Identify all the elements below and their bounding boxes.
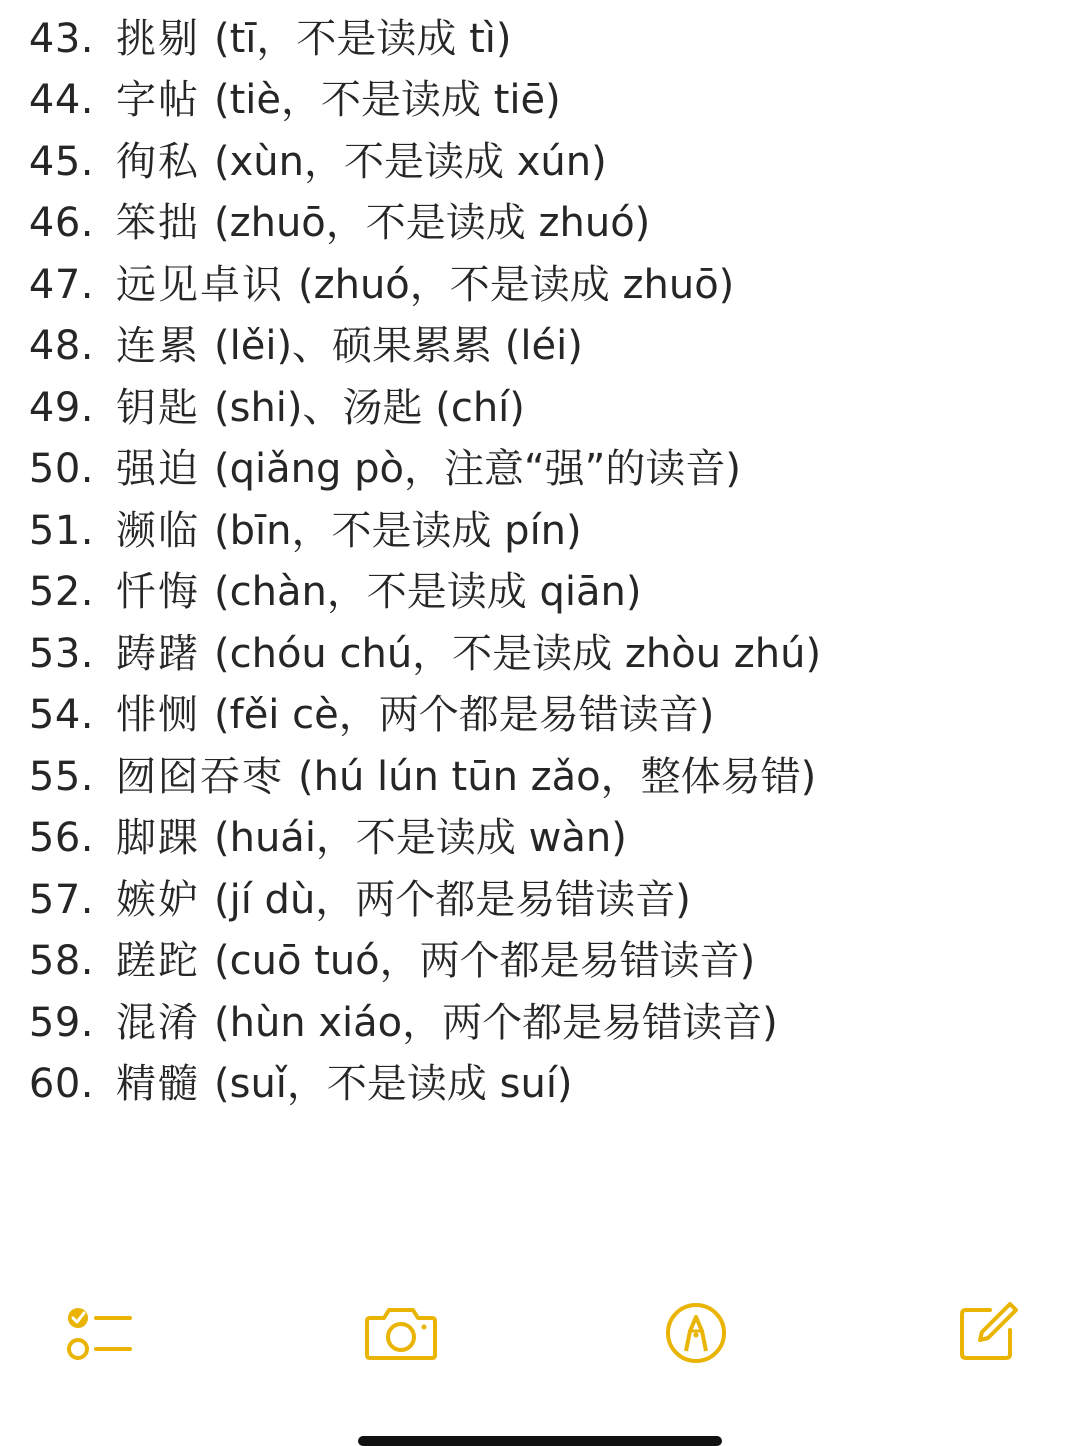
markup-pen-icon (664, 1301, 728, 1365)
item-word: 笨拙 (116, 200, 200, 246)
item-pronunciation-note: (bīn，不是读成 pín) (214, 508, 582, 554)
item-pronunciation-note: (shi)、汤匙 (chí) (214, 385, 525, 431)
bottom-toolbar (0, 1270, 1080, 1390)
item-word: 濒临 (116, 508, 200, 554)
item-word: 混淆 (116, 1000, 200, 1046)
item-pronunciation-note: (huái，不是读成 wàn) (214, 815, 627, 861)
note-line (0, 315, 1060, 377)
note-line (0, 377, 1060, 439)
item-word: 脚踝 (116, 815, 200, 861)
item-word: 悱恻 (116, 692, 200, 738)
item-pronunciation-note: (zhuō，不是读成 zhuó) (214, 200, 651, 246)
item-word: 钥匙 (116, 385, 200, 431)
camera-icon (364, 1303, 438, 1363)
note-line (0, 131, 1060, 193)
note-line (0, 807, 1060, 869)
item-number: 47. (28, 262, 94, 308)
item-number: 48. (28, 323, 94, 369)
item-pronunciation-note: (tiè，不是读成 tiē) (214, 77, 561, 123)
item-word: 挑剔 (116, 16, 200, 62)
note-line (0, 930, 1060, 992)
item-pronunciation-note: (chàn，不是读成 qiān) (214, 569, 642, 615)
item-pronunciation-note: (chóu chú，不是读成 zhòu zhú) (214, 631, 822, 677)
item-number: 49. (28, 385, 94, 431)
note-line (0, 254, 1060, 316)
item-pronunciation-note: (hùn xiáo，两个都是易错读音) (214, 1000, 778, 1046)
item-pronunciation-note: (qiǎng pò，注意“强”的读音) (214, 446, 741, 492)
note-line (0, 869, 1060, 931)
camera-button[interactable] (356, 1288, 446, 1378)
note-line (0, 438, 1060, 500)
item-pronunciation-note: (fěi cè，两个都是易错读音) (214, 692, 715, 738)
item-number: 60. (28, 1061, 94, 1107)
note-line (0, 192, 1060, 254)
item-number: 53. (28, 631, 94, 677)
item-word: 强迫 (116, 446, 200, 492)
item-number: 50. (28, 446, 94, 492)
note-line (0, 992, 1060, 1054)
item-word: 囫囵吞枣 (116, 754, 284, 800)
item-pronunciation-note: (jí dù，两个都是易错读音) (214, 877, 691, 923)
note-line (0, 1053, 1060, 1115)
item-number: 55. (28, 754, 94, 800)
note-line (0, 8, 1060, 70)
item-word: 连累 (116, 323, 200, 369)
note-line (0, 746, 1060, 808)
checklist-icon (66, 1302, 136, 1364)
home-indicator[interactable] (358, 1436, 722, 1446)
note-line (0, 561, 1060, 623)
item-word: 远见卓识 (116, 262, 284, 308)
item-number: 44. (28, 77, 94, 123)
item-number: 57. (28, 877, 94, 923)
item-number: 43. (28, 16, 94, 62)
item-number: 54. (28, 692, 94, 738)
item-word: 嫉妒 (116, 877, 200, 923)
item-word: 精髓 (116, 1061, 200, 1107)
compose-button[interactable] (942, 1288, 1032, 1378)
item-pronunciation-note: (xùn，不是读成 xún) (214, 139, 607, 185)
item-number: 52. (28, 569, 94, 615)
item-word: 字帖 (116, 77, 200, 123)
item-pronunciation-note: (suǐ，不是读成 suí) (214, 1061, 573, 1107)
item-word: 徇私 (116, 139, 200, 185)
note-line (0, 684, 1060, 746)
item-number: 46. (28, 200, 94, 246)
note-line (0, 69, 1060, 131)
item-number: 56. (28, 815, 94, 861)
note-line (0, 500, 1060, 562)
item-pronunciation-note: (lěi)、硕果累累 (léi) (214, 323, 583, 369)
item-number: 58. (28, 938, 94, 984)
markup-button[interactable] (651, 1288, 741, 1378)
item-word: 蹉跎 (116, 938, 200, 984)
item-number: 45. (28, 139, 94, 185)
item-word: 忏悔 (116, 569, 200, 615)
item-pronunciation-note: (cuō tuó，两个都是易错读音) (214, 938, 756, 984)
item-pronunciation-note: (hú lún tūn zǎo，整体易错) (298, 754, 817, 800)
item-pronunciation-note: (zhuó，不是读成 zhuō) (298, 262, 735, 308)
item-word: 踌躇 (116, 631, 200, 677)
checklist-button[interactable] (56, 1288, 146, 1378)
item-pronunciation-note: (tī，不是读成 tì) (214, 16, 512, 62)
compose-icon (954, 1300, 1020, 1366)
item-number: 51. (28, 508, 94, 554)
note-line (0, 623, 1060, 685)
item-number: 59. (28, 1000, 94, 1046)
